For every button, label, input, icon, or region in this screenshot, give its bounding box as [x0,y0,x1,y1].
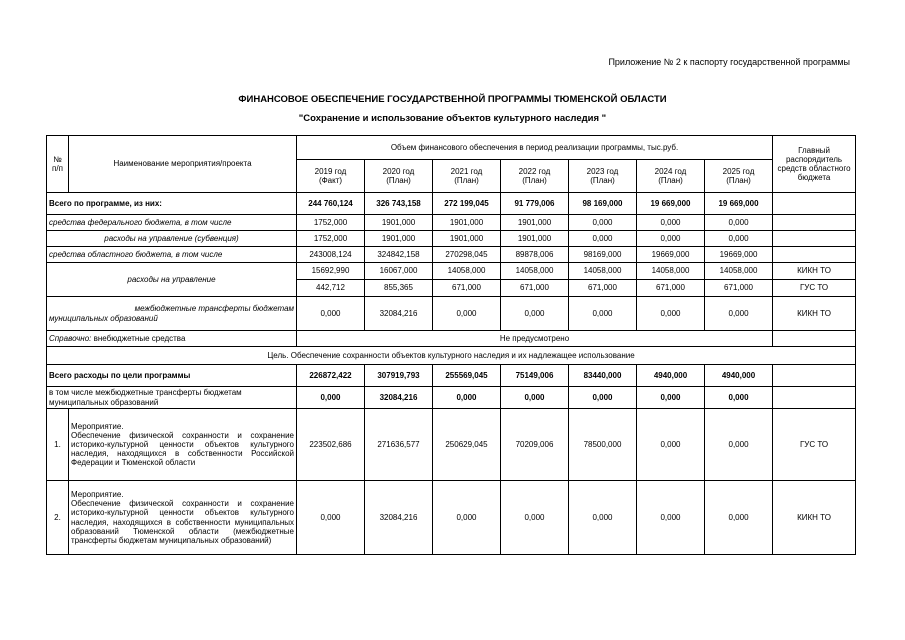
header-year: 2022 год (План) [501,160,569,193]
cell: 671,000 [501,280,569,297]
cell: 78500,000 [569,409,637,481]
cell: 223502,686 [297,409,365,481]
cell: 0,000 [501,297,569,331]
document-title: ФИНАНСОВОЕ ОБЕСПЕЧЕНИЕ ГОСУДАРСТВЕННОЙ ПРОГРАММЫ ТЮМЕНСКОЙ ОБЛАСТИ [238,94,667,105]
header-name: Наименование мероприятия/проекта [69,136,297,193]
cell: 1901,000 [365,215,433,231]
cell: 14058,000 [569,263,637,280]
cell: 0,000 [705,215,773,231]
management-row [47,263,856,280]
cell: 226872,422 [297,365,365,387]
manager-cell: КИКН ТО [773,481,856,555]
cell: 32084,216 [365,297,433,331]
cell: 0,000 [433,297,501,331]
cell: 0,000 [705,481,773,555]
cell: 1901,000 [501,215,569,231]
cell: 0,000 [637,481,705,555]
manager-cell: ГУС ТО [773,280,856,297]
cell: 0,000 [501,387,569,409]
header-num: № п/п [47,136,69,193]
cell: 19669,000 [637,247,705,263]
cell: 0,000 [637,297,705,331]
cell: 1901,000 [433,231,501,247]
federal-label: средства федерального бюджета, в том числе [47,215,297,231]
header-year: 2019 год (Факт) [297,160,365,193]
document-subtitle: "Сохранение и использование объектов культурного наследия " [298,113,607,124]
cell: 32084,216 [365,481,433,555]
cell: 0,000 [705,297,773,331]
cell: 98 169,000 [569,193,637,215]
cell: 14058,000 [433,263,501,280]
transfers-row [47,297,856,331]
cell: 0,000 [569,231,637,247]
cell: 1901,000 [501,231,569,247]
cell: 14058,000 [501,263,569,280]
cell: 271636,577 [365,409,433,481]
cell: 255569,045 [433,365,501,387]
goal-text: Цель. Обеспечение сохранности объектов культурного наследия и их надлежащее использование [47,347,856,365]
total-row [47,193,856,215]
header-volume: Объем финансового обеспечения в период реализации программы, тыс.руб. [297,136,773,160]
management-label: расходы на управление [47,263,297,297]
activity-row [47,481,856,555]
header-year: 2023 год (План) [569,160,637,193]
activity-description: Мероприятие. Обеспечение физической сохранности и сохранение историко-культурной ценности объектов культурного наследия, находящихся в собственности Российской Федерации и Тюменской области [69,409,297,481]
cell: 70209,006 [501,409,569,481]
cell [773,231,856,247]
cell: 4940,000 [637,365,705,387]
cell: 19 669,000 [637,193,705,215]
regional-row [47,247,856,263]
activity-num: 1. [47,409,69,481]
cell: 0,000 [637,387,705,409]
cell: 1901,000 [433,215,501,231]
transfers-label: межбюджетные трансферты бюджетам муниципальных образований [47,297,297,331]
cell: 98169,000 [569,247,637,263]
cell [773,247,856,263]
cell: 16067,000 [365,263,433,280]
manager-cell: КИКН ТО [773,263,856,280]
header-year: 2021 год (План) [433,160,501,193]
goal-row [47,347,856,365]
cell: 0,000 [297,387,365,409]
cell: 671,000 [705,280,773,297]
cell: 75149,006 [501,365,569,387]
cell: 0,000 [569,297,637,331]
cell: 272 199,045 [433,193,501,215]
cell: 14058,000 [705,263,773,280]
goal-total-row [47,365,856,387]
financing-table [46,135,856,555]
reference-label [47,331,297,347]
cell: 0,000 [297,481,365,555]
cell: 0,000 [501,481,569,555]
reference-value: Не предусмотрено [297,331,773,347]
cell: 1901,000 [365,231,433,247]
cell: 307919,793 [365,365,433,387]
cell: 32084,216 [365,387,433,409]
header-row [47,136,856,160]
cell: 0,000 [705,409,773,481]
reference-text: внебюджетные средства [91,333,186,343]
cell: 1752,000 [297,231,365,247]
cell: 83440,000 [569,365,637,387]
cell: 671,000 [433,280,501,297]
header-year: 2020 год (План) [365,160,433,193]
subvention-label: расходы на управление (субвенция) [47,231,297,247]
header-manager: Главный распорядитель средств областного бюджета [773,136,856,193]
cell: 250629,045 [433,409,501,481]
cell: 0,000 [705,231,773,247]
cell: 0,000 [637,409,705,481]
cell: 855,365 [365,280,433,297]
cell: 324842,158 [365,247,433,263]
cell: 442,712 [297,280,365,297]
cell: 15692,990 [297,263,365,280]
manager-cell: ГУС ТО [773,409,856,481]
cell: 671,000 [637,280,705,297]
cell: 671,000 [569,280,637,297]
reference-row [47,331,856,347]
cell [773,365,856,387]
goal-transfers-row [47,387,856,409]
cell: 0,000 [637,215,705,231]
cell [773,215,856,231]
header-year: 2024 год (План) [637,160,705,193]
cell [773,193,856,215]
cell: 244 760,124 [297,193,365,215]
cell: 4940,000 [705,365,773,387]
appendix-note: Приложение № 2 к паспорту государственной программы [608,57,850,67]
cell: 0,000 [705,387,773,409]
cell: 0,000 [569,387,637,409]
cell: 0,000 [569,481,637,555]
cell: 243008,124 [297,247,365,263]
cell: 19669,000 [705,247,773,263]
reference-prefix: Справочно: [49,333,92,343]
total-label: Всего по программе, из них: [47,193,297,215]
cell: 0,000 [637,231,705,247]
cell: 0,000 [433,481,501,555]
cell: 1752,000 [297,215,365,231]
goal-total-label: Всего расходы по цели программы [47,365,297,387]
subvention-row [47,231,856,247]
cell [773,387,856,409]
cell: 91 779,006 [501,193,569,215]
activity-description: Мероприятие. Обеспечение физической сохранности и сохранение историко-культурной ценности объектов культурного наследия, находящихся в собственности муниципальных образований Тюменской области (межбюджетные трансферты бюджетам муниципальных образований) [69,481,297,555]
cell: 326 743,158 [365,193,433,215]
cell: 270298,045 [433,247,501,263]
cell: 0,000 [433,387,501,409]
goal-transfers-label: в том числе межбюджетные трансферты бюджетам муниципальных образований [47,387,297,409]
cell [773,331,856,347]
activity-row [47,409,856,481]
federal-row [47,215,856,231]
cell: 0,000 [569,215,637,231]
cell: 14058,000 [637,263,705,280]
cell: 0,000 [297,297,365,331]
cell: 19 669,000 [705,193,773,215]
cell: 89878,006 [501,247,569,263]
manager-cell: КИКН ТО [773,297,856,331]
activity-num: 2. [47,481,69,555]
header-year: 2025 год (План) [705,160,773,193]
regional-label: средства областного бюджета, в том числе [47,247,297,263]
